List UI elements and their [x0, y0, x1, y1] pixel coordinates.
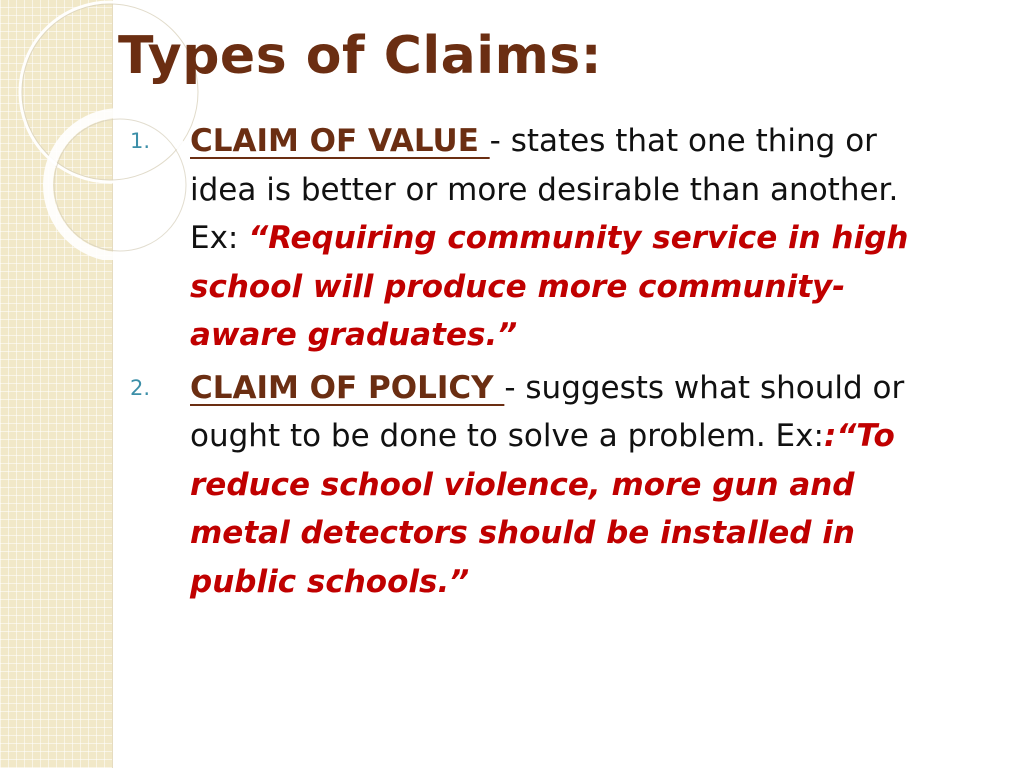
claim-item-policy [130, 364, 950, 607]
claim-example: :“To reduce school violence, more gun and metal detectors should be installed in public schools.” [190, 418, 895, 600]
claim-term: CLAIM OF VALUE [190, 123, 490, 159]
claim-description: - states that one thing or idea is better or more desirable than another. Ex: [190, 123, 899, 256]
claims-list [130, 117, 950, 610]
claim-term: CLAIM OF POLICY [190, 369, 505, 406]
slide-title: Types of Claims: [118, 26, 603, 86]
list-number: 2. [130, 375, 151, 400]
claim-item-value [130, 117, 950, 360]
list-number: 1. [130, 129, 151, 153]
claim-example: “Requiring community service in high school will produce more community-aware graduates.” [190, 220, 909, 353]
claim-description: - suggests what should or ought to be done to solve a problem. Ex: [190, 369, 905, 454]
